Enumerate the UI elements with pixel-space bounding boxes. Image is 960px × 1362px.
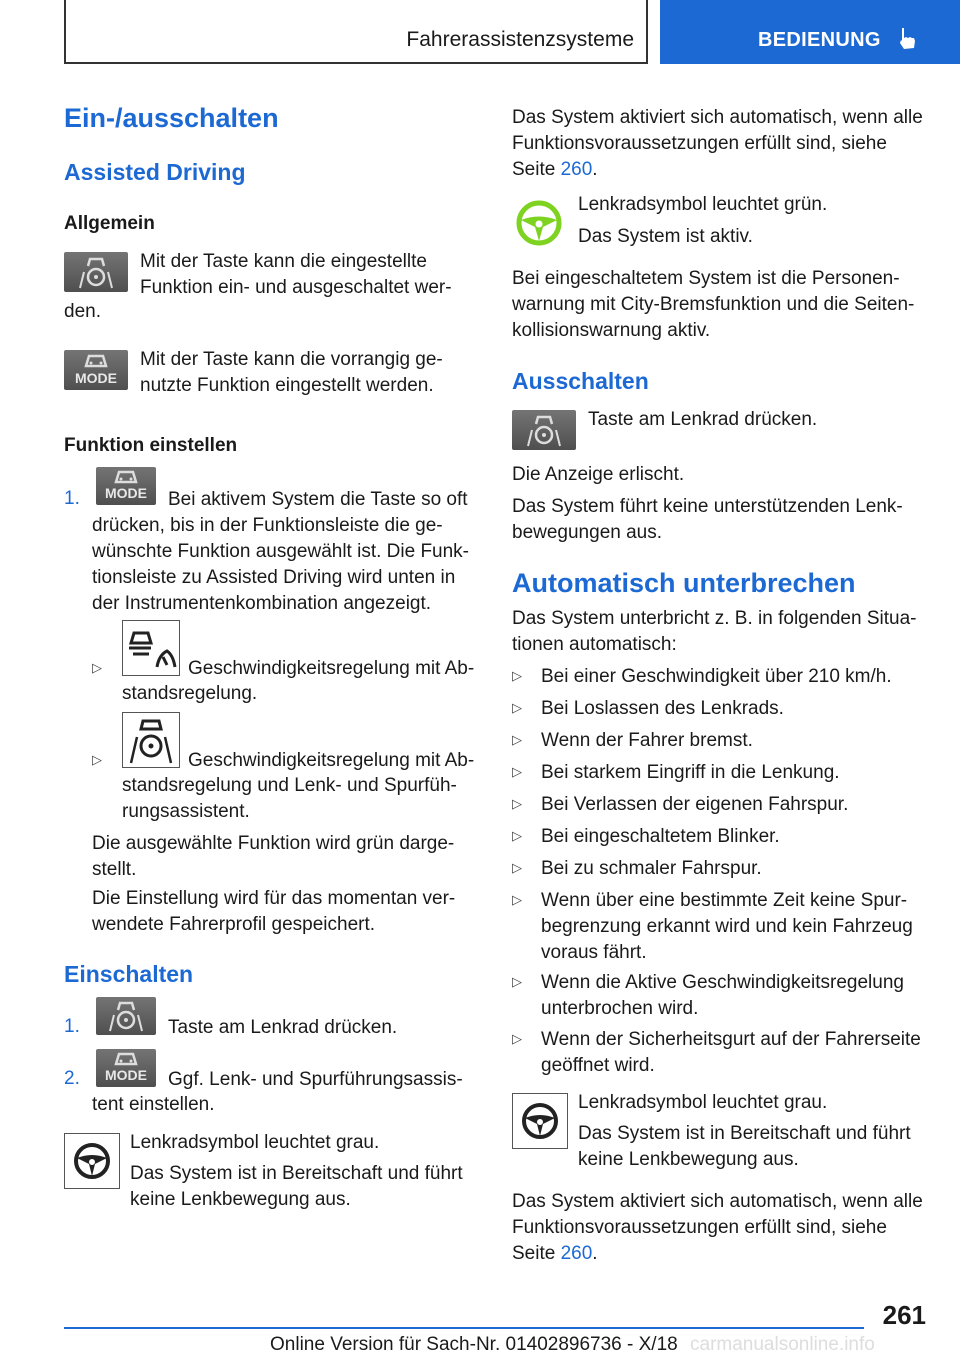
- mode-button-image: [96, 1049, 156, 1087]
- watermark: carmanualsonline.info: [690, 1334, 875, 1355]
- text-line: kollisionswarnung aktiv.: [512, 320, 711, 341]
- text-line: Lenkradsymbol leuchtet grau.: [578, 1092, 828, 1113]
- list-item: Bei eingeschaltetem Blinker.: [541, 826, 780, 847]
- heading-ausschalten: Ausschalten: [512, 368, 649, 394]
- page-link[interactable]: 260: [560, 159, 593, 180]
- text-line: begrenzung erkannt wird und kein Fahrzeug: [541, 916, 913, 937]
- text-aus: [512, 494, 942, 546]
- text-line: Bei aktivem System die Taste so oft: [168, 489, 468, 510]
- list-item: Bei starkem Eingriff in die Lenkung.: [541, 762, 840, 783]
- footer-divider: [64, 1327, 864, 1329]
- list-item: Bei einer Geschwindigkeit über 210 km/h.: [541, 666, 892, 687]
- text-line: Das System aktiviert sich automatisch, wenn alle: [512, 1191, 923, 1212]
- assist-car-steering-icon: [512, 410, 576, 450]
- text-line: Wenn über eine bestimmte Zeit keine Spur-: [541, 890, 908, 911]
- steering-grey-icon-box: [64, 1133, 120, 1189]
- text-line: Lenkradsymbol leuchtet grün.: [578, 194, 828, 215]
- text-line: Mit der Taste kann die eingestellte: [140, 251, 427, 272]
- text-line: keine Lenkbewegung aus.: [130, 1189, 351, 1210]
- text-line: der Instrumentenkombination angezeigt.: [92, 593, 432, 614]
- steering-wheel-green-icon: [512, 196, 566, 250]
- text-line: Das System ist in Bereitschaft und führt: [578, 1123, 911, 1144]
- steering-wheel-icon: [65, 1134, 119, 1188]
- text-line: Taste am Lenkrad drücken.: [588, 409, 818, 430]
- text-line: tent einstellen.: [92, 1094, 215, 1115]
- steering-assist-button-image: [96, 997, 156, 1035]
- mode-button-image: [96, 467, 156, 505]
- assist-icon-box: [122, 712, 180, 768]
- text-bullet2: [122, 773, 492, 825]
- bullet-marker: ▷: [92, 752, 102, 767]
- text-line: tionen automatisch:: [512, 634, 677, 655]
- page-link[interactable]: 260: [560, 1243, 593, 1264]
- page-number: 261: [882, 1300, 926, 1330]
- bullet-marker: ▷: [512, 764, 522, 779]
- bullet-marker: ▷: [512, 974, 522, 989]
- text-line: .: [592, 1243, 598, 1264]
- header-section-label: BEDIENUNG: [758, 29, 881, 51]
- distance-cruise-icon: [123, 621, 179, 675]
- mode-label: MODE: [75, 370, 117, 386]
- text-line: keine Lenkbewegung aus.: [578, 1149, 799, 1170]
- text-line: Taste am Lenkrad drücken.: [168, 1017, 398, 1038]
- text-line: voraus fährt.: [541, 942, 647, 963]
- text-auto2: [512, 1189, 942, 1267]
- mode-label: MODE: [105, 485, 147, 501]
- text-line: standsregelung und Lenk- und Spurfüh-: [122, 775, 457, 796]
- text-button1: [140, 249, 480, 301]
- bullet-marker: ▷: [512, 860, 522, 875]
- text-line: Lenkradsymbol leuchtet grau.: [130, 1132, 380, 1153]
- mode-button-image: [64, 350, 128, 390]
- pointing-hand-icon: [896, 26, 918, 52]
- left-column: [64, 103, 484, 134]
- text-line: Wenn der Sicherheitsgurt auf der Fahrerseite: [541, 1029, 921, 1050]
- text-line: Die Einstellung wird für das momentan ver-: [92, 888, 456, 909]
- heading-assisted-driving: Assisted Driving: [64, 159, 246, 185]
- text-on: [512, 266, 942, 344]
- text-line: geöffnet wird.: [541, 1055, 655, 1076]
- list-item: [541, 1027, 941, 1079]
- list-item: [541, 970, 941, 1022]
- text-auto: [512, 105, 932, 183]
- steering-grey-icon-box: [512, 1093, 568, 1149]
- header-chapter: Fahrerassistenzsysteme: [406, 28, 634, 51]
- heading-einschalten: Einschalten: [64, 961, 194, 987]
- bullet-marker: ▷: [512, 828, 522, 843]
- bullet-marker: ▷: [512, 796, 522, 811]
- heading-automatisch-unterbrechen: Automatisch unterbrechen: [512, 568, 856, 598]
- text-line: unterbrochen wird.: [541, 998, 699, 1019]
- header-section-tab[interactable]: [660, 0, 960, 64]
- text-grey-b: [130, 1161, 490, 1213]
- list-item: Wenn der Fahrer bremst.: [541, 730, 753, 751]
- text-mode: [140, 347, 480, 399]
- text-line: Seite: [512, 159, 561, 180]
- text-line: Geschwindigkeitsregelung mit Ab-: [188, 658, 475, 679]
- text-line: Die Anzeige erlischt.: [512, 464, 685, 485]
- bullet-marker: ▷: [512, 892, 522, 907]
- text-line: Das System unterbricht z. B. in folgenden Situa-: [512, 608, 917, 629]
- text-line: tionsleiste zu Assisted Driving wird unten in: [92, 567, 456, 588]
- list-item: Bei Verlassen der eigenen Fahrspur.: [541, 794, 849, 815]
- bullet-marker: ▷: [512, 732, 522, 747]
- assist-car-steering-icon: [64, 252, 128, 292]
- text-line: Ggf. Lenk- und Spurführungsassis-: [168, 1069, 463, 1090]
- text-line: wendete Fahrerprofil gespeichert.: [92, 914, 376, 935]
- bullet-marker: ▷: [92, 660, 102, 675]
- mode-label: MODE: [105, 1067, 147, 1083]
- text-line: wünschte Funktion ausgewählt ist. Die Funk-: [92, 541, 470, 562]
- text-line: Seite: [512, 1243, 561, 1264]
- text-line: Funktionsvoraussetzungen erfüllt sind, siehe: [512, 1217, 887, 1238]
- list-item: Bei Loslassen des Lenkrads.: [541, 698, 784, 719]
- heading-allgemein: Allgemein: [64, 213, 155, 234]
- step-number: 2.: [64, 1068, 80, 1089]
- assist-car-steering-icon: [123, 713, 179, 767]
- text-line: Bei eingeschaltetem System ist die Personen-: [512, 268, 900, 289]
- heading-ein-ausschalten: Ein-/ausschalten: [64, 103, 279, 133]
- text-line: drücken, bis in der Funktionsleiste die ge-: [92, 515, 443, 536]
- text-line: Mit der Taste kann die vorrangig ge-: [140, 349, 443, 370]
- bullet-marker: ▷: [512, 700, 522, 715]
- assist-car-steering-icon: [96, 997, 156, 1035]
- heading-funktion-einstellen: Funktion einstellen: [64, 435, 238, 456]
- bullet-marker: ▷: [512, 1031, 522, 1046]
- text-green: [92, 831, 492, 883]
- text-line: Das System aktiviert sich automatisch, wenn alle: [512, 107, 923, 128]
- text-line: Funktionsvoraussetzungen erfüllt sind, siehe: [512, 133, 887, 154]
- online-version-text: Online Version für Sach-Nr. 01402896736 - X/18: [270, 1334, 678, 1355]
- text-grey: [130, 1130, 490, 1156]
- acc-icon-box: [122, 620, 180, 676]
- bullet-marker: ▷: [512, 668, 522, 683]
- text-step1: [92, 513, 492, 617]
- list-item: [541, 888, 941, 966]
- text-grey-right: [578, 1121, 938, 1173]
- text-line: rungsassistent.: [122, 801, 250, 822]
- step-number: 1.: [64, 488, 80, 509]
- text-line: Das System ist in Bereitschaft und führt: [130, 1163, 463, 1184]
- text-line: bewegungen aus.: [512, 522, 663, 543]
- header-chapter-box: [64, 0, 648, 64]
- text-line: .: [592, 159, 598, 180]
- text-line: stellt.: [92, 859, 137, 880]
- text-line: Geschwindigkeitsregelung mit Ab-: [188, 750, 475, 771]
- text-line: Wenn die Aktive Geschwindigkeitsregelung: [541, 972, 904, 993]
- list-item: Bei zu schmaler Fahrspur.: [541, 858, 762, 879]
- steering-wheel-icon: [513, 1094, 567, 1148]
- text-saved: [92, 886, 492, 938]
- text-line: nutzte Funktion eingestellt werden.: [140, 375, 434, 396]
- steering-assist-button-image: [64, 252, 128, 292]
- step-number: 1.: [64, 1016, 80, 1037]
- text-line: Funktion ein- und ausgeschaltet wer-: [140, 277, 452, 298]
- text-line: den.: [64, 301, 101, 322]
- text-int: [512, 606, 942, 658]
- text-line: standsregelung.: [122, 683, 258, 704]
- text-line: warnung mit City-Bremsfunktion und die Seiten-: [512, 294, 915, 315]
- text-line: Das System ist aktiv.: [578, 226, 753, 247]
- steering-assist-button-image: [512, 410, 576, 450]
- text-line: Die ausgewählte Funktion wird grün darge-: [92, 833, 455, 854]
- text-line: Das System führt keine unterstützenden Lenk-: [512, 496, 903, 517]
